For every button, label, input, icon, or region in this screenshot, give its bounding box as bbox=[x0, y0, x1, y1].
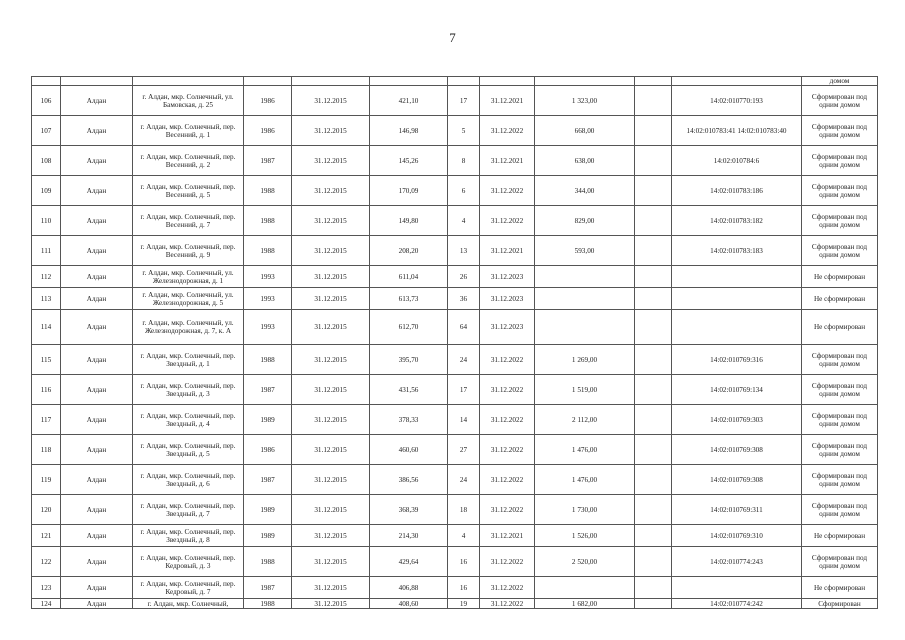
year-cell: 1993 bbox=[244, 310, 292, 345]
empty-cell bbox=[635, 577, 672, 599]
registration-date-cell: 31.12.2015 bbox=[292, 266, 370, 288]
table-row bbox=[32, 577, 878, 599]
city-cell: Алдан bbox=[61, 465, 133, 495]
address-cell: г. Алдан, мкр. Солнечный, пер. Звездный, д. 5 bbox=[133, 435, 244, 465]
city-cell: Алдан bbox=[61, 310, 133, 345]
table-row bbox=[32, 547, 878, 577]
cost-cell: 1 519,00 bbox=[535, 375, 635, 405]
row-number-cell: 111 bbox=[32, 236, 61, 266]
cost-cell: 1 269,00 bbox=[535, 345, 635, 375]
empty-cell bbox=[635, 435, 672, 465]
address-cell: г. Алдан, мкр. Солнечный, ул. Железнодорожная, д. 5 bbox=[133, 288, 244, 310]
units-cell: 16 bbox=[448, 577, 480, 599]
cost-cell bbox=[535, 266, 635, 288]
city-cell: Алдан bbox=[61, 435, 133, 465]
address-cell: г. Алдан, мкр. Солнечный, пер. Звездный, д. 3 bbox=[133, 375, 244, 405]
registration-date-cell: 31.12.2015 bbox=[292, 345, 370, 375]
city-cell: Алдан bbox=[61, 495, 133, 525]
deadline-date-cell: 31.12.2021 bbox=[480, 86, 535, 116]
status-cell: Сформирован под одним домом bbox=[802, 176, 878, 206]
table-row bbox=[32, 435, 878, 465]
cadastre-cell: 14:02:010783:41 14:02:010783:40 bbox=[672, 116, 802, 146]
status-cell: Не сформирован bbox=[802, 577, 878, 599]
area-cell: 421,10 bbox=[370, 86, 448, 116]
status-cell: Сформирован под одним домом bbox=[802, 405, 878, 435]
registration-date-cell: 31.12.2015 bbox=[292, 525, 370, 547]
empty-cell bbox=[635, 176, 672, 206]
city-cell: Алдан bbox=[61, 236, 133, 266]
area-cell: 170,09 bbox=[370, 176, 448, 206]
city-cell: Алдан bbox=[61, 176, 133, 206]
area-cell: 149,80 bbox=[370, 206, 448, 236]
deadline-date-cell: 31.12.2022 bbox=[480, 577, 535, 599]
registration-date-cell: 31.12.2015 bbox=[292, 86, 370, 116]
city-cell: Алдан bbox=[61, 577, 133, 599]
cadastre-cell: 14:02:010769:308 bbox=[672, 465, 802, 495]
cost-cell bbox=[535, 577, 635, 599]
units-cell: 24 bbox=[448, 345, 480, 375]
continuation-status: домом bbox=[802, 77, 878, 86]
cost-cell: 638,00 bbox=[535, 146, 635, 176]
cost-cell: 1 323,00 bbox=[535, 86, 635, 116]
deadline-date-cell: 31.12.2022 bbox=[480, 465, 535, 495]
registration-date-cell: 31.12.2015 bbox=[292, 288, 370, 310]
cadastre-cell bbox=[672, 288, 802, 310]
deadline-date-cell: 31.12.2022 bbox=[480, 345, 535, 375]
registration-date-cell: 31.12.2015 bbox=[292, 465, 370, 495]
deadline-date-cell: 31.12.2022 bbox=[480, 116, 535, 146]
year-cell: 1987 bbox=[244, 465, 292, 495]
cost-cell: 829,00 bbox=[535, 206, 635, 236]
row-number-cell: 106 bbox=[32, 86, 61, 116]
status-cell: Не сформирован bbox=[802, 266, 878, 288]
table-row bbox=[32, 236, 878, 266]
cadastre-cell: 14:02:010769:311 bbox=[672, 495, 802, 525]
units-cell: 27 bbox=[448, 435, 480, 465]
cost-cell bbox=[535, 310, 635, 345]
area-cell: 613,73 bbox=[370, 288, 448, 310]
housing-registry-table bbox=[31, 76, 878, 609]
row-number-cell: 124 bbox=[32, 599, 61, 609]
registration-date-cell: 31.12.2015 bbox=[292, 405, 370, 435]
row-number-cell: 120 bbox=[32, 495, 61, 525]
row-number-cell: 122 bbox=[32, 547, 61, 577]
deadline-date-cell: 31.12.2023 bbox=[480, 266, 535, 288]
status-cell: Сформирован под одним домом bbox=[802, 146, 878, 176]
cadastre-cell: 14:02:010774:242 bbox=[672, 599, 802, 609]
empty-cell bbox=[635, 495, 672, 525]
registration-date-cell: 31.12.2015 bbox=[292, 176, 370, 206]
table-row bbox=[32, 176, 878, 206]
deadline-date-cell: 31.12.2021 bbox=[480, 146, 535, 176]
units-cell: 17 bbox=[448, 86, 480, 116]
year-cell: 1988 bbox=[244, 547, 292, 577]
area-cell: 406,88 bbox=[370, 577, 448, 599]
units-cell: 13 bbox=[448, 236, 480, 266]
registration-date-cell: 31.12.2015 bbox=[292, 206, 370, 236]
row-number-cell: 113 bbox=[32, 288, 61, 310]
year-cell: 1988 bbox=[244, 236, 292, 266]
row-number-cell: 121 bbox=[32, 525, 61, 547]
empty-cell bbox=[635, 345, 672, 375]
status-cell: Сформирован под одним домом bbox=[802, 345, 878, 375]
status-cell: Сформирован под одним домом bbox=[802, 116, 878, 146]
year-cell: 1987 bbox=[244, 577, 292, 599]
cost-cell: 344,00 bbox=[535, 176, 635, 206]
cadastre-cell: 14:02:010784:6 bbox=[672, 146, 802, 176]
empty-cell bbox=[635, 547, 672, 577]
empty-cell bbox=[635, 310, 672, 345]
row-number-cell: 123 bbox=[32, 577, 61, 599]
cost-cell: 668,00 bbox=[535, 116, 635, 146]
cadastre-cell bbox=[672, 310, 802, 345]
units-cell: 6 bbox=[448, 176, 480, 206]
table-row bbox=[32, 288, 878, 310]
row-number-cell: 112 bbox=[32, 266, 61, 288]
city-cell: Алдан bbox=[61, 288, 133, 310]
units-cell: 19 bbox=[448, 599, 480, 609]
deadline-date-cell: 31.12.2022 bbox=[480, 495, 535, 525]
status-cell: Сформирован под одним домом bbox=[802, 206, 878, 236]
cost-cell: 1 526,00 bbox=[535, 525, 635, 547]
status-cell: Сформирован под одним домом bbox=[802, 86, 878, 116]
address-cell: г. Алдан, мкр. Солнечный, пер. Кедровый, д. 3 bbox=[133, 547, 244, 577]
cadastre-cell: 14:02:010769:316 bbox=[672, 345, 802, 375]
registration-date-cell: 31.12.2015 bbox=[292, 146, 370, 176]
empty-cell bbox=[635, 266, 672, 288]
area-cell: 395,70 bbox=[370, 345, 448, 375]
city-cell: Алдан bbox=[61, 146, 133, 176]
deadline-date-cell: 31.12.2022 bbox=[480, 599, 535, 609]
cadastre-cell bbox=[672, 266, 802, 288]
deadline-date-cell: 31.12.2022 bbox=[480, 206, 535, 236]
status-cell: Не сформирован bbox=[802, 525, 878, 547]
address-cell: г. Алдан, мкр. Солнечный, пер. Звездный, д. 4 bbox=[133, 405, 244, 435]
deadline-date-cell: 31.12.2021 bbox=[480, 236, 535, 266]
registration-date-cell: 31.12.2015 bbox=[292, 236, 370, 266]
year-cell: 1988 bbox=[244, 345, 292, 375]
row-number-cell: 108 bbox=[32, 146, 61, 176]
cost-cell: 2 520,00 bbox=[535, 547, 635, 577]
units-cell: 17 bbox=[448, 375, 480, 405]
units-cell: 5 bbox=[448, 116, 480, 146]
area-cell: 429,64 bbox=[370, 547, 448, 577]
row-number-cell: 117 bbox=[32, 405, 61, 435]
cost-cell bbox=[535, 288, 635, 310]
table-row bbox=[32, 599, 878, 609]
address-cell: г. Алдан, мкр. Солнечный, пер. Весенний, д. 1 bbox=[133, 116, 244, 146]
area-cell: 431,56 bbox=[370, 375, 448, 405]
cadastre-cell bbox=[672, 577, 802, 599]
area-cell: 208,20 bbox=[370, 236, 448, 266]
cadastre-cell: 14:02:010783:182 bbox=[672, 206, 802, 236]
year-cell: 1987 bbox=[244, 146, 292, 176]
cadastre-cell: 14:02:010774:243 bbox=[672, 547, 802, 577]
table-row bbox=[32, 345, 878, 375]
table-row bbox=[32, 405, 878, 435]
row-number-cell: 118 bbox=[32, 435, 61, 465]
registration-date-cell: 31.12.2015 bbox=[292, 495, 370, 525]
table-row bbox=[32, 86, 878, 116]
address-cell: г. Алдан, мкр. Солнечный, ул. Бамовская, д. 25 bbox=[133, 86, 244, 116]
address-cell: г. Алдан, мкр. Солнечный, пер. Звездный, д. 1 bbox=[133, 345, 244, 375]
area-cell: 214,30 bbox=[370, 525, 448, 547]
table-row bbox=[32, 525, 878, 547]
status-cell: Сформирован под одним домом bbox=[802, 375, 878, 405]
area-cell: 146,98 bbox=[370, 116, 448, 146]
city-cell: Алдан bbox=[61, 375, 133, 405]
deadline-date-cell: 31.12.2023 bbox=[480, 288, 535, 310]
table-row bbox=[32, 266, 878, 288]
deadline-date-cell: 31.12.2023 bbox=[480, 310, 535, 345]
address-cell: г. Алдан, мкр. Солнечный, пер. Звездный, д. 7 bbox=[133, 495, 244, 525]
table-row bbox=[32, 375, 878, 405]
cost-cell: 1 476,00 bbox=[535, 435, 635, 465]
address-cell: г. Алдан, мкр. Солнечный, пер. Звездный, д. 6 bbox=[133, 465, 244, 495]
year-cell: 1989 bbox=[244, 495, 292, 525]
units-cell: 8 bbox=[448, 146, 480, 176]
area-cell: 611,04 bbox=[370, 266, 448, 288]
units-cell: 16 bbox=[448, 547, 480, 577]
cost-cell: 2 112,00 bbox=[535, 405, 635, 435]
year-cell: 1989 bbox=[244, 525, 292, 547]
table-row bbox=[32, 116, 878, 146]
units-cell: 4 bbox=[448, 206, 480, 236]
row-number-cell: 115 bbox=[32, 345, 61, 375]
units-cell: 14 bbox=[448, 405, 480, 435]
units-cell: 4 bbox=[448, 525, 480, 547]
cadastre-cell: 14:02:010769:134 bbox=[672, 375, 802, 405]
year-cell: 1993 bbox=[244, 266, 292, 288]
cost-cell: 1 730,00 bbox=[535, 495, 635, 525]
address-cell: г. Алдан, мкр. Солнечный, пер. Звездный, д. 8 bbox=[133, 525, 244, 547]
cadastre-cell: 14:02:010783:183 bbox=[672, 236, 802, 266]
status-cell: Не сформирован bbox=[802, 310, 878, 345]
status-cell: Сформирован под одним домом bbox=[802, 236, 878, 266]
city-cell: Алдан bbox=[61, 547, 133, 577]
empty-cell bbox=[635, 236, 672, 266]
address-cell: г. Алдан, мкр. Солнечный, bbox=[133, 599, 244, 609]
row-number-cell: 119 bbox=[32, 465, 61, 495]
continuation-row bbox=[32, 77, 878, 86]
row-number-cell: 109 bbox=[32, 176, 61, 206]
cadastre-cell: 14:02:010770:193 bbox=[672, 86, 802, 116]
status-cell: Сформирован под одним домом bbox=[802, 547, 878, 577]
units-cell: 26 bbox=[448, 266, 480, 288]
city-cell: Алдан bbox=[61, 86, 133, 116]
deadline-date-cell: 31.12.2022 bbox=[480, 375, 535, 405]
row-number-cell: 116 bbox=[32, 375, 61, 405]
registration-date-cell: 31.12.2015 bbox=[292, 435, 370, 465]
deadline-date-cell: 31.12.2021 bbox=[480, 525, 535, 547]
year-cell: 1988 bbox=[244, 206, 292, 236]
deadline-date-cell: 31.12.2022 bbox=[480, 405, 535, 435]
city-cell: Алдан bbox=[61, 599, 133, 609]
area-cell: 145,26 bbox=[370, 146, 448, 176]
year-cell: 1986 bbox=[244, 116, 292, 146]
cost-cell: 593,00 bbox=[535, 236, 635, 266]
units-cell: 36 bbox=[448, 288, 480, 310]
status-cell: Не сформирован bbox=[802, 288, 878, 310]
city-cell: Алдан bbox=[61, 525, 133, 547]
page-number: 7 bbox=[449, 30, 456, 45]
empty-cell bbox=[635, 86, 672, 116]
city-cell: Алдан bbox=[61, 345, 133, 375]
units-cell: 24 bbox=[448, 465, 480, 495]
status-cell: Сформирован под одним домом bbox=[802, 435, 878, 465]
area-cell: 612,70 bbox=[370, 310, 448, 345]
year-cell: 1993 bbox=[244, 288, 292, 310]
address-cell: г. Алдан, мкр. Солнечный, пер. Весенний, д. 7 bbox=[133, 206, 244, 236]
address-cell: г. Алдан, мкр. Солнечный, ул. Железнодорожная, д. 1 bbox=[133, 266, 244, 288]
table-row bbox=[32, 465, 878, 495]
address-cell: г. Алдан, мкр. Солнечный, пер. Весенний, д. 5 bbox=[133, 176, 244, 206]
empty-cell bbox=[635, 146, 672, 176]
empty-cell bbox=[635, 375, 672, 405]
area-cell: 408,60 bbox=[370, 599, 448, 609]
address-cell: г. Алдан, мкр. Солнечный, пер. Кедровый, д. 7 bbox=[133, 577, 244, 599]
cadastre-cell: 14:02:010769:303 bbox=[672, 405, 802, 435]
address-cell: г. Алдан, мкр. Солнечный, пер. Весенний, д. 9 bbox=[133, 236, 244, 266]
units-cell: 18 bbox=[448, 495, 480, 525]
year-cell: 1988 bbox=[244, 176, 292, 206]
address-cell: г. Алдан, мкр. Солнечный, ул. Железнодорожная, д. 7, к. А bbox=[133, 310, 244, 345]
registration-date-cell: 31.12.2015 bbox=[292, 116, 370, 146]
row-number-cell: 114 bbox=[32, 310, 61, 345]
table-row bbox=[32, 146, 878, 176]
empty-cell bbox=[635, 116, 672, 146]
year-cell: 1986 bbox=[244, 86, 292, 116]
area-cell: 386,56 bbox=[370, 465, 448, 495]
address-cell: г. Алдан, мкр. Солнечный, пер. Весенний, д. 2 bbox=[133, 146, 244, 176]
registration-date-cell: 31.12.2015 bbox=[292, 599, 370, 609]
year-cell: 1988 bbox=[244, 599, 292, 609]
cadastre-cell: 14:02:010783:186 bbox=[672, 176, 802, 206]
table-row bbox=[32, 206, 878, 236]
status-cell: Сформирован под одним домом bbox=[802, 465, 878, 495]
cadastre-cell: 14:02:010769:310 bbox=[672, 525, 802, 547]
empty-cell bbox=[635, 405, 672, 435]
city-cell: Алдан bbox=[61, 266, 133, 288]
area-cell: 460,60 bbox=[370, 435, 448, 465]
registration-date-cell: 31.12.2015 bbox=[292, 577, 370, 599]
empty-cell bbox=[635, 525, 672, 547]
empty-cell bbox=[635, 206, 672, 236]
registration-date-cell: 31.12.2015 bbox=[292, 547, 370, 577]
empty-cell bbox=[635, 599, 672, 609]
row-number-cell: 107 bbox=[32, 116, 61, 146]
year-cell: 1987 bbox=[244, 375, 292, 405]
row-number-cell: 110 bbox=[32, 206, 61, 236]
city-cell: Алдан bbox=[61, 405, 133, 435]
cost-cell: 1 682,00 bbox=[535, 599, 635, 609]
area-cell: 378,33 bbox=[370, 405, 448, 435]
registration-date-cell: 31.12.2015 bbox=[292, 375, 370, 405]
year-cell: 1986 bbox=[244, 435, 292, 465]
deadline-date-cell: 31.12.2022 bbox=[480, 176, 535, 206]
status-cell: Сформирован bbox=[802, 599, 878, 609]
deadline-date-cell: 31.12.2022 bbox=[480, 435, 535, 465]
registration-date-cell: 31.12.2015 bbox=[292, 310, 370, 345]
registry-body bbox=[32, 77, 878, 609]
deadline-date-cell: 31.12.2022 bbox=[480, 547, 535, 577]
cost-cell: 1 476,00 bbox=[535, 465, 635, 495]
city-cell: Алдан bbox=[61, 206, 133, 236]
city-cell: Алдан bbox=[61, 116, 133, 146]
cadastre-cell: 14:02:010769:308 bbox=[672, 435, 802, 465]
status-cell: Сформирован под одним домом bbox=[802, 495, 878, 525]
table-row bbox=[32, 495, 878, 525]
area-cell: 368,39 bbox=[370, 495, 448, 525]
units-cell: 64 bbox=[448, 310, 480, 345]
empty-cell bbox=[635, 465, 672, 495]
empty-cell bbox=[635, 288, 672, 310]
table-row bbox=[32, 310, 878, 345]
year-cell: 1989 bbox=[244, 405, 292, 435]
